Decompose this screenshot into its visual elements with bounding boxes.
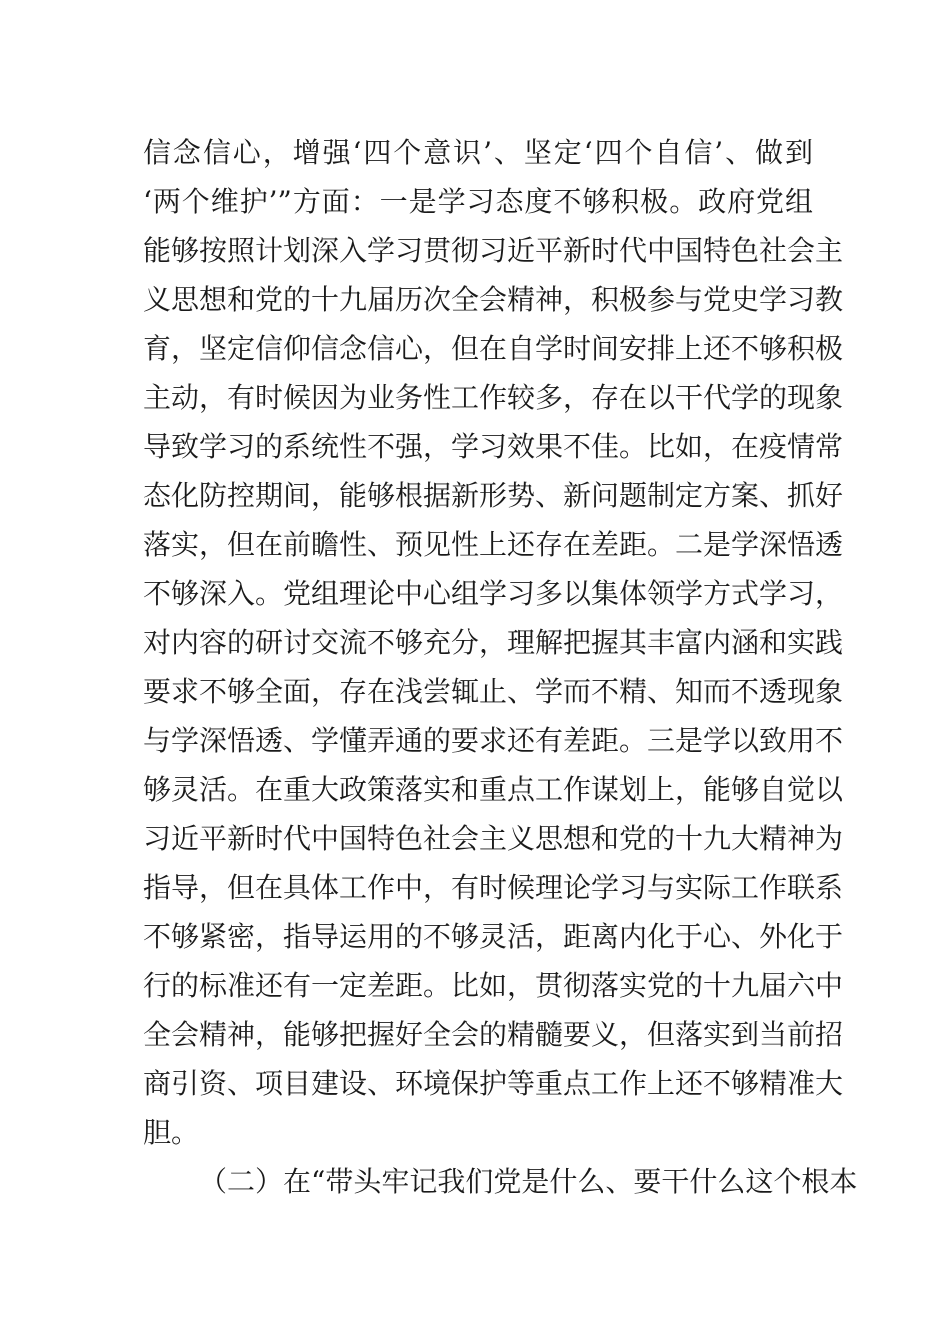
line-text: 育，坚定信仰信念信心，但在自学时间安排上还不够积极 xyxy=(143,332,844,365)
line-text: 义思想和党的十九届历次全会精神，积极参与党史学习教 xyxy=(143,283,844,316)
line-text: 全会精神，能够把握好全会的精髓要义，但落实到当前招 xyxy=(143,1018,844,1051)
line-text: 对内容的研讨交流不够充分，理解把握其丰富内涵和实践 xyxy=(143,626,844,659)
text-line xyxy=(143,1059,844,1108)
line-text: 主动，有时候因为业务性工作较多，存在以干代学的现象 xyxy=(143,381,844,414)
line-text: （二）在“带头牢记我们党是什么、要干什么这个根本 xyxy=(199,1165,858,1198)
text-line xyxy=(143,814,844,863)
line-text: 胆。 xyxy=(143,1116,200,1149)
line-text: 不够深入。党组理论中心组学习多以集体领学方式学习， xyxy=(143,577,844,610)
line-text: 行的标准还有一定差距。比如，贯彻落实党的十九届六中 xyxy=(143,969,844,1002)
text-line xyxy=(143,1010,844,1059)
section-heading-line xyxy=(143,1157,858,1206)
body-text xyxy=(143,128,858,1206)
text-line xyxy=(143,667,844,716)
line-text: 指导，但在具体工作中，有时候理论学习与实际工作联系 xyxy=(143,871,844,904)
line-text: 与学深悟透、学懂弄通的要求还有差距。三是学以致用不 xyxy=(143,724,844,757)
text-line xyxy=(143,1108,813,1157)
line-text: 导致学习的系统性不强，学习效果不佳。比如，在疫情常 xyxy=(143,430,844,463)
text-line xyxy=(143,863,844,912)
text-line xyxy=(143,569,844,618)
text-line xyxy=(143,471,844,520)
line-text: 信念信心，增强‘四个意识’、坚定‘四个自信’、做到 xyxy=(143,136,813,169)
text-line xyxy=(143,177,813,226)
line-text: 够灵活。在重大政策落实和重点工作谋划上，能够自觉以 xyxy=(143,773,844,806)
line-text: 能够按照计划深入学习贯彻习近平新时代中国特色社会主 xyxy=(143,234,844,267)
text-line xyxy=(143,128,813,177)
text-line xyxy=(143,373,844,422)
text-line xyxy=(143,765,844,814)
line-text: ‘两个维护’”方面：一是学习态度不够积极。政府党组 xyxy=(143,185,813,218)
text-line xyxy=(143,226,844,275)
text-line xyxy=(143,324,844,373)
line-text: 要求不够全面，存在浅尝辄止、学而不精、知而不透现象 xyxy=(143,675,844,708)
text-line xyxy=(143,912,844,961)
line-text: 习近平新时代中国特色社会主义思想和党的十九大精神为 xyxy=(143,822,844,855)
line-text: 商引资、项目建设、环境保护等重点工作上还不够精准大 xyxy=(143,1067,844,1100)
line-text: 落实，但在前瞻性、预见性上还存在差距。二是学深悟透 xyxy=(143,528,844,561)
text-line xyxy=(143,618,844,667)
text-line xyxy=(143,275,844,324)
line-text: 态化防控期间，能够根据新形势、新问题制定方案、抓好 xyxy=(143,479,844,512)
text-line xyxy=(143,520,844,569)
text-line xyxy=(143,422,844,471)
text-line xyxy=(143,716,844,765)
line-text: 不够紧密，指导运用的不够灵活，距离内化于心、外化于 xyxy=(143,920,844,953)
text-line xyxy=(143,961,844,1010)
